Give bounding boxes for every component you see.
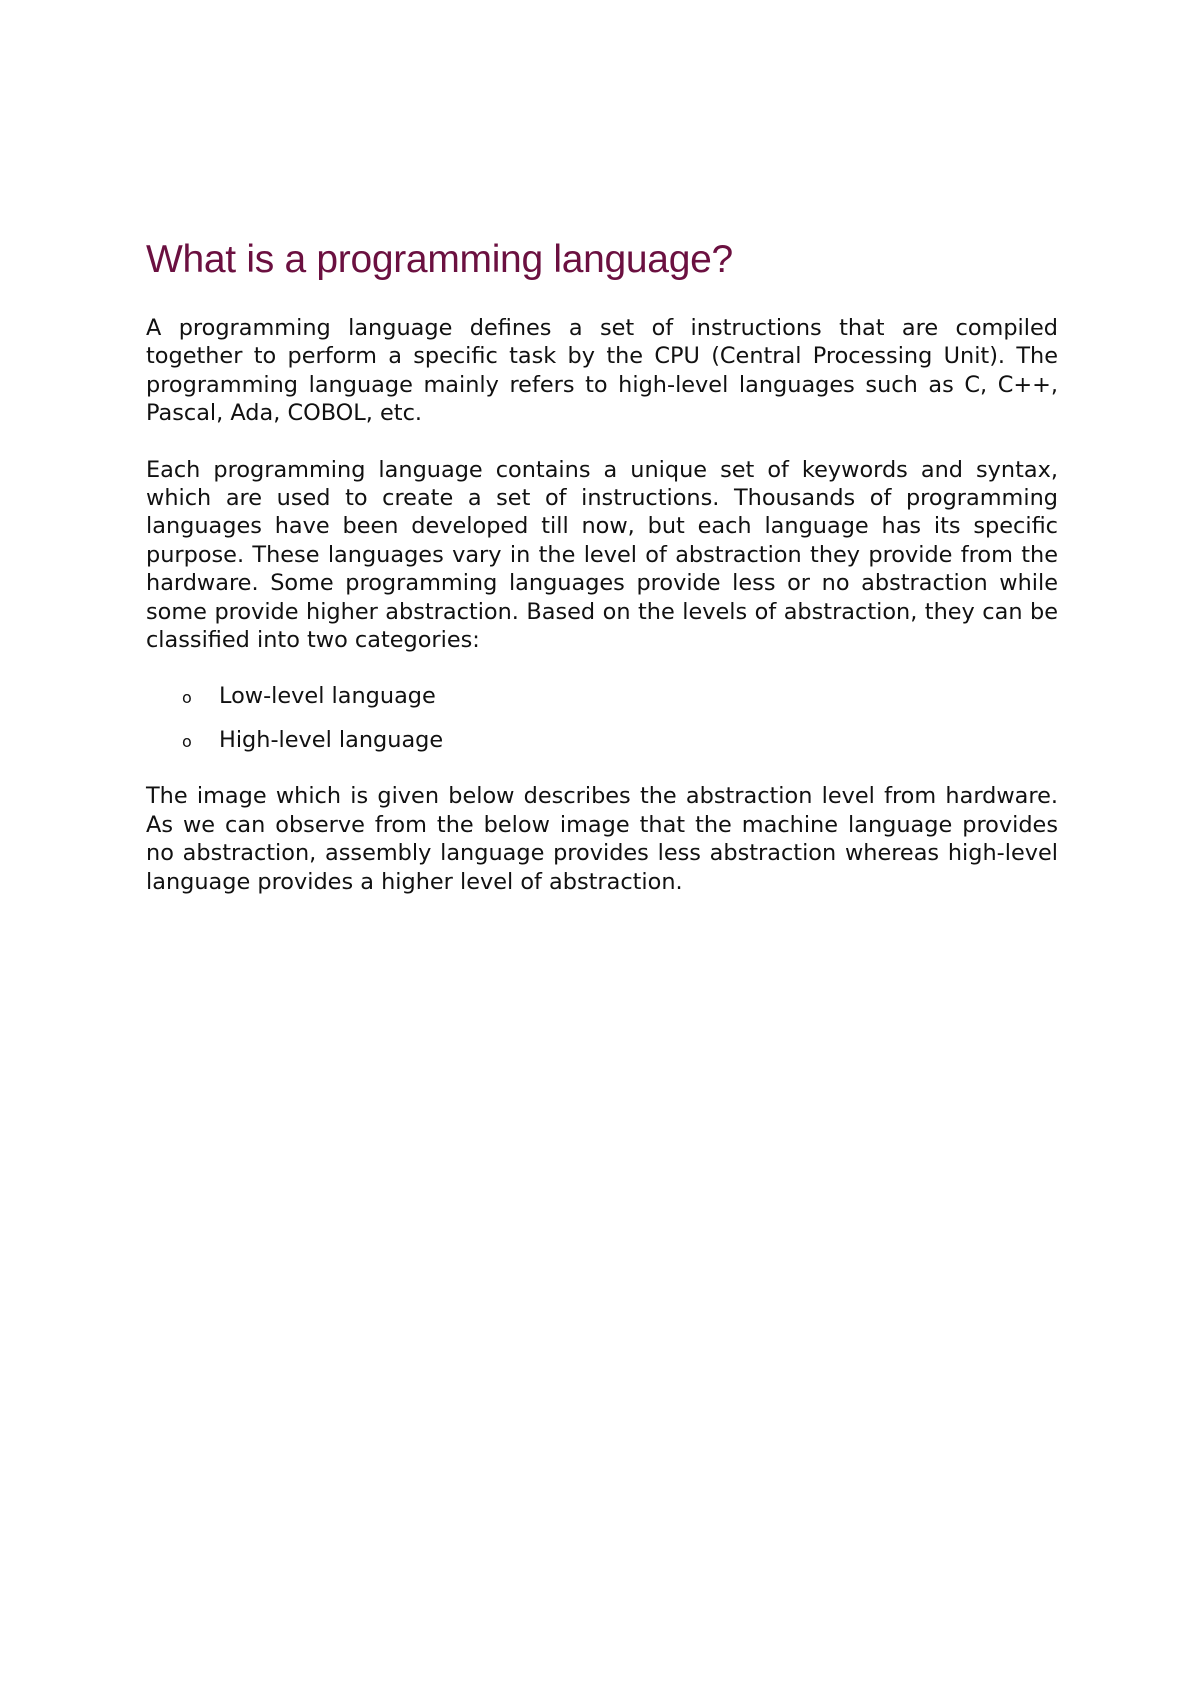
- list-item: [146, 682, 1058, 710]
- list-item-label: Low-level language: [219, 683, 436, 710]
- list-item-label: High-level language: [219, 726, 444, 753]
- intro-paragraph: A programming language defines a set of instructions that are compiled together to perform a specific task by the CPU (Central Processing Unit). The programming language mainly refers to high-level languages such as C, C++, Pascal, Ada, COBOL, etc.: [146, 315, 1058, 427]
- circle-bullet-icon: o: [182, 688, 192, 708]
- document-content: [146, 232, 1058, 924]
- abstraction-paragraph: Each programming language contains a unique set of keywords and syntax, which are used to create a set of instructions. Thousands of programming languages have been developed till now, but each language has its specific purpose. These languages vary in the level of abstraction they provide from the hardware. Some programming languages provide less or no abstraction while some provide higher abstraction. Based on the levels of abstraction, they can be classified into two categories:: [146, 456, 1058, 654]
- category-list: [146, 682, 1058, 754]
- circle-bullet-icon: o: [182, 731, 192, 751]
- list-item: [146, 726, 1058, 754]
- closing-paragraph: The image which is given below describes the abstraction level from hardware. As we can observe from the below image that the machine language provides no abstraction, assembly language provides less abstraction whereas high-level language provides a higher level of abstraction.: [146, 783, 1058, 895]
- page-title: What is a programming language?: [146, 238, 733, 281]
